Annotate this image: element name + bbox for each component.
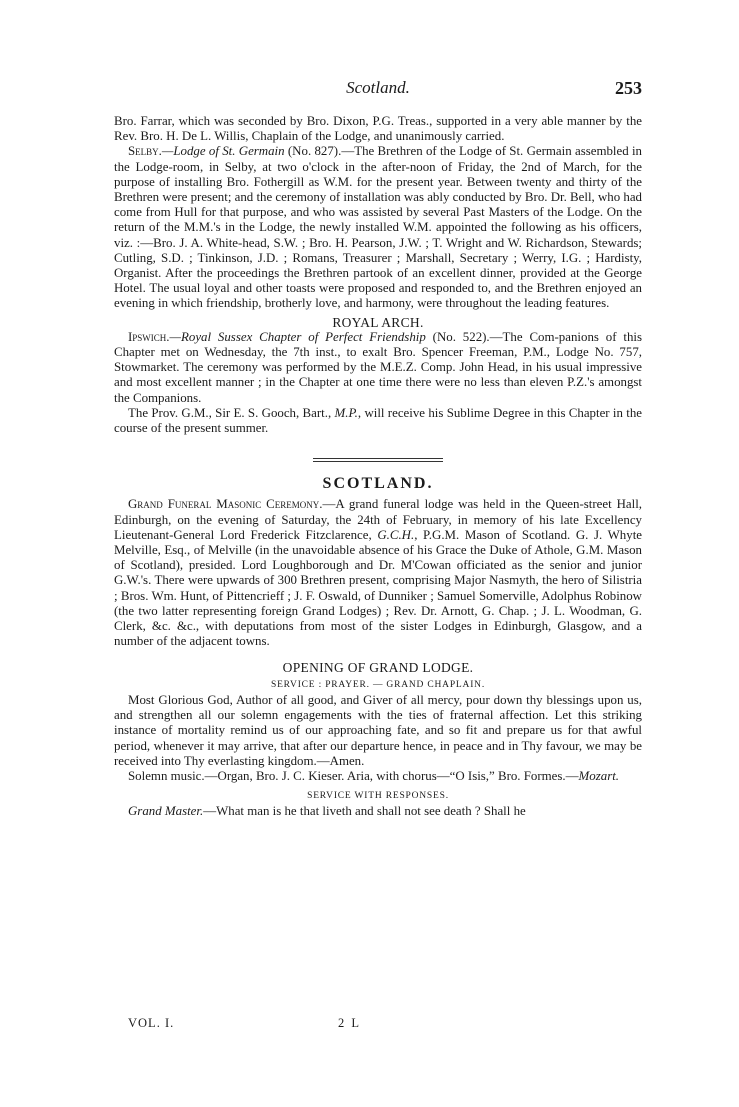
selby-text: (No. 827).—The Brethren of the Lodge of St. Germain assembled in the Lodge-room, in Selby, at two o'clock in the after-noon of Friday, the 2nd of March, for the purpose of installing Bro. Fothergill as W.M. for the present year. Between twenty and thirty of the Brethren were present; and the ceremony of installation was ably conducted by Bro. Dr. Bell, who had come from Hull for that purpose, and who was assisted by several Past Masters of the Lodge. On the return of the M.M.'s in the Lodge, the newly installed W.M. appointed the following as his officers, viz. :—Bro. J. A. White-head, S.W. ; Bro. H. Pearson, J.W. ; T. Wright and W. Richardson, Stewards; Cutling, S.D. ; Tinkinson, J.D. ; Romans, Treasurer ; Marshall, Secretary ; Werry, I.G. ; Hardisty, Organist. After the proceedings the Brethren partook of an excellent dinner, provided at the George Hotel. The usual loyal and other toasts were proposed and responded to, and the Brethren enjoyed an evening in which friendship, brotherly love, and harmony, were throughout the leading features. bbox=[114, 144, 643, 311]
music-text: Solemn music.—Organ, Bro. J. C. Kieser. Aria, with chorus—“O Isis,” Bro. Formes.— bbox=[128, 768, 579, 783]
heading-scotland: SCOTLAND. bbox=[322, 475, 434, 493]
prov-gm-mp: M.P. bbox=[334, 405, 358, 420]
paragraph-funeral bbox=[114, 497, 642, 649]
running-title: Scotland. bbox=[346, 78, 410, 97]
divider-line-top bbox=[313, 458, 443, 459]
heading-royal-arch: ROYAL ARCH. bbox=[332, 314, 424, 330]
place-selby: Selby. bbox=[128, 144, 162, 159]
grand-master-label: Grand Master. bbox=[128, 804, 204, 819]
heading-service-responses: SERVICE WITH RESPONSES. bbox=[307, 791, 449, 802]
place-ipswich: Ipswich. bbox=[128, 329, 170, 344]
ipswich-text: (No. 522).—The Com-panions of this Chapter met on Wednesday, the 7th inst., to exalt Bro. Spencer Freeman, P.M., Lodge No. 757, Stowmarket. The ceremony was performed by the M.E.Z. Comp. John Head, in his usual impressive and most excellent manner ; in the Chapter at one time there were no less than eleven P.Z.'s amongst the Companions. bbox=[114, 329, 642, 405]
heading-opening-grand-lodge: OPENING OF GRAND LODGE. bbox=[282, 659, 474, 675]
grand-master-text: —What man is he that liveth and shall not see death ? Shall he bbox=[203, 804, 526, 819]
funeral-gch: G.C.H. bbox=[377, 527, 415, 542]
volume-label: VOL. I. bbox=[128, 1016, 175, 1030]
paragraph-prov-gm bbox=[114, 406, 642, 436]
paragraph-selby bbox=[114, 144, 642, 311]
section-divider bbox=[313, 458, 443, 462]
prov-gm-text-before: The Prov. G.M., Sir E. S. Gooch, Bart., bbox=[128, 405, 335, 420]
page-footer bbox=[128, 1016, 528, 1034]
funeral-text-1: —A grand funeral lodge was held in the Queen-street Hall, Edinburgh, on the evening of Saturday, the 24th of February, in memory of his late Excellency Lieutenant-General Lord Frederick Fitzclarence, bbox=[114, 497, 643, 542]
prov-gm-text-after: , will receive his Sublime Degree in this Chapter in the course of the present summer. bbox=[114, 405, 642, 436]
paragraph-prayer: Most Glorious God, Author of all good, and Giver of all mercy, pour down thy blessings upon us, and strengthen all our solemn engagements with the ties of fraternal affection. Let this striking instance of mortality remind us of our approaching fate, and so fit and prepare us for that awful period, whenever it may arrive, that after our departure hence, in peace and in Thy favour, we may be received into Thy everlasting kingdom.—Amen. bbox=[114, 692, 642, 768]
funeral-title: Grand Funeral Masonic Ceremony. bbox=[128, 497, 323, 512]
lodge-name-selby: —Lodge of St. Germain bbox=[161, 144, 285, 159]
divider-line-bottom bbox=[313, 461, 443, 462]
paragraph-music bbox=[114, 769, 642, 784]
page-body bbox=[114, 114, 642, 820]
paragraph-intro: Bro. Farrar, which was seconded by Bro. Dixon, P.G. Treas., supported in a very able manner by the Rev. Bro. H. De L. Willis, Chaplain of the Lodge, and unanimously carried. bbox=[114, 114, 642, 144]
page-header bbox=[114, 78, 642, 100]
page-number: 253 bbox=[615, 78, 642, 98]
signature-mark: 2 L bbox=[338, 1016, 362, 1030]
heading-service-prayer: SERVICE : PRAYER. — GRAND CHAPLAIN. bbox=[270, 679, 485, 690]
chapter-name-ipswich: —Royal Sussex Chapter of Perfect Friendship bbox=[169, 329, 426, 344]
paragraph-grand-master bbox=[114, 804, 642, 819]
music-composer: Mozart. bbox=[578, 768, 620, 783]
paragraph-ipswich bbox=[114, 330, 642, 406]
funeral-text-2: , P.G.M. Mason of Scotland. G. J. Whyte Melville, Esq., of Melville (in the unavoidable absence of his Grace the Duke of Athole, G.M. Mason of Scotland), presided. Lord Loughborough and Dr. M'Cowan officiated as the senior and junior G.W.'s. There were upwards of 300 Brethren present, comprising Major Nasmyth, the hero of Silistria ; Bros. Wm. Hunt, of Pittencrieff ; J. F. Oswald, of Dunniker ; Samuel Somerville, Adolphus Robinow (the two latter representing foreign Grand Lodges) ; Rev. Dr. Arnott, G. Chap. ; J. L. Woodman, G. Clerk, &c. &c., with deputations from most of the sister Lodges in Edinburgh, Glasgow, and a number of the adjacent towns. bbox=[114, 527, 642, 649]
